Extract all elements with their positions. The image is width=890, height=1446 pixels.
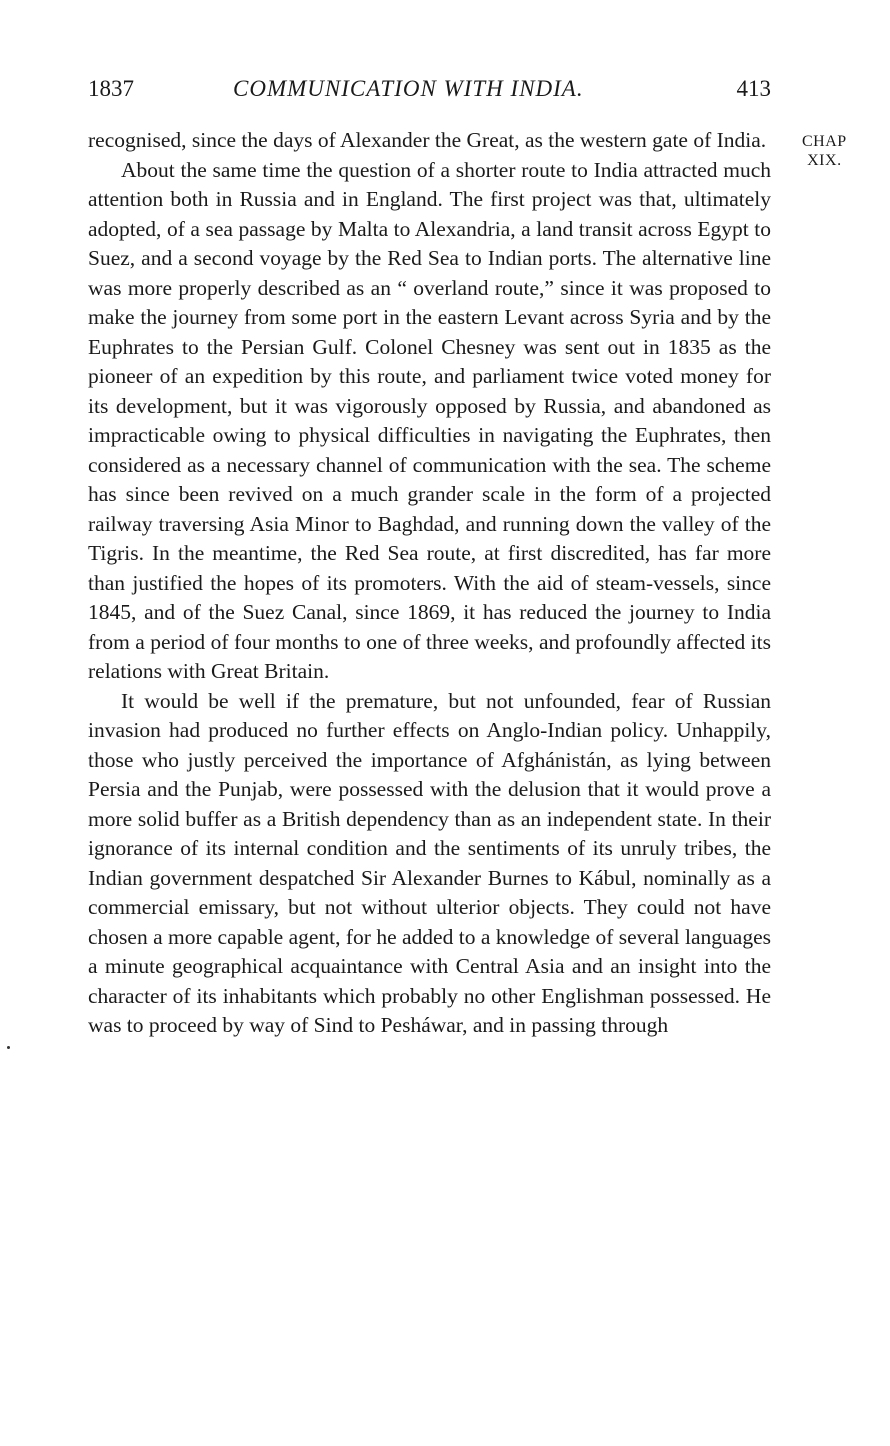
margin-note-chap: CHAP xyxy=(802,133,847,150)
page-number: 413 xyxy=(736,76,771,101)
stray-ink-dot xyxy=(7,1046,10,1049)
paragraph-continuation: recognised, since the days of Alexander the Great, as the western gate of India. xyxy=(88,128,767,152)
running-title: COMMUNICATION WITH INDIA. xyxy=(233,76,584,101)
margin-note-chapter-number: XIX. xyxy=(807,152,842,169)
running-header xyxy=(88,76,771,108)
body-text xyxy=(88,126,771,1041)
paragraph-shorter-route: About the same time the question of a shorter route to India attracted much attention both in Russia and in England. The first project was that, ultimately adopted, of a sea passage by Malta to Alexandria, a land transit across Egypt to Suez, and a second voyage by the Red Sea to Indian ports. The alternative line was more properly described as an “ overland route,” since it was proposed to make the journey from some port in the eastern Levant across Syria and by the Euphrates to the Persian Gulf. Colonel Chesney was sent out in 1835 as the pioneer of an expedition by this route, and parliament twice voted money for its development, but it was vigorously opposed by Russia, and abandoned as impracticable owing to physical difficulties in navigating the Euphrates, then considered as a necessary channel of communication with the sea. The scheme has since been revived on a much grander scale in the form of a projected railway traversing Asia Minor to Baghdad, and running down the valley of the Tigris. In the meantime, the Red Sea route, at first discredited, has far more than justified the hopes of its promoters. With the aid of steam-vessels, since 1845, and of the Suez Canal, since 1869, it has reduced the journey to India from a period of four months to one of three weeks, and profoundly affected its relations with Great Britain. xyxy=(88,157,771,683)
header-year: 1837 xyxy=(88,76,134,101)
paragraph-russian-invasion: It would be well if the premature, but not unfounded, fear of Russian invasion had produced no further effects on Anglo-Indian policy. Unhappily, those who justly perceived the importance of Afghánistán, as lying between Persia and the Punjab, were possessed with the delusion that it would prove a more solid buffer as a British dependency than as an independent state. In their ignorance of its internal condition and the sentiments of its unruly tribes, the Indian government despatched Sir Alexander Burnes to Kábul, nominally as a commercial emissary, but not without ulterior objects. They could not have chosen a more capable agent, for he added to a knowledge of several languages a minute geographical acquaintance with Central Asia and an insight into the character of its inhabitants which probably no other Englishman possessed. He was to proceed by way of Sind to Pesháwar, and in passing through xyxy=(88,688,771,1037)
chapter-margin-note xyxy=(802,132,847,170)
